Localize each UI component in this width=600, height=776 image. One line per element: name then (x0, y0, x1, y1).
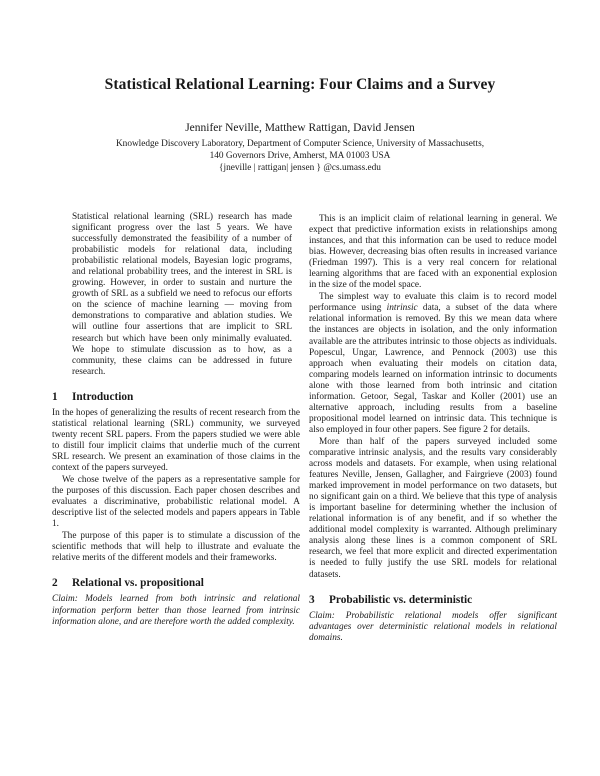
affiliation-line: Knowledge Discovery Laboratory, Department of Computer Science, University of Massachusetts, (115, 139, 485, 149)
intro-paragraph-1: In the hopes of generalizing the results of recent research from the statistical relational learning (SRL) community, we surveyed twenty recent SRL papers. From the papers studied we were able to distill four implicit claims that underlie much of the current SRL research. We present an examination of those claims in the context of the papers surveyed. (52, 407, 300, 473)
section-number: 1 (52, 390, 58, 403)
email-line: {jneville | rattigan| jensen } @cs.umass.edu (219, 163, 381, 174)
section-number: 2 (52, 577, 58, 590)
abstract-text: Statistical relational learning (SRL) research has made significant progress over the last 5 years. We have successfully demonstrated the feasibility of a number of probabilistic models for relational data, including probabilistic relational models, Bayesian logic programs, and relational probability trees, and the interest in SRL is growing. However, in order to sustain and nurture the growth of SRL as a subfield we need to refocus our efforts on the science of machine learning — moving from demonstrations to comparative and ablation studies. We will outline four assertions that are implicit to SRL research but which have been only minimally evaluated. We hope to stimulate discussion as to how, as a community, these claims can be addressed in future research. (72, 212, 292, 377)
section-heading-probabilistic (309, 595, 557, 606)
claim-relational: Claim: Models learned from both intrinsic and relational information perform better than those learned from intrinsic information alone, and are therefore worth the added complexity. (52, 594, 300, 627)
claim-probabilistic: Claim: Probabilistic relational models offer significant advantages over deterministic relational models in relational domains. (309, 610, 557, 643)
left-column (52, 212, 300, 628)
text-run: The simplest way to evaluate this claim is to record model performance using (309, 292, 557, 314)
affiliation-block (0, 138, 600, 175)
right-column (309, 214, 557, 644)
section-heading-relational (52, 578, 300, 589)
section-title: Relational vs. propositional (72, 577, 204, 590)
author-list: Jennifer Neville, Matthew Rattigan, David Jensen (185, 122, 415, 134)
intro-paragraph-2: We chose twelve of the papers as a representative sample for the purposes of this discussion. Each paper chosen describes and evaluates a discriminative, probabilistic relational model. A descriptive list of the selected models and papers appears in Table 1. (52, 475, 300, 530)
paper-title: Statistical Relational Learning: Four Claims and a Survey (104, 76, 496, 93)
relational-paragraph-2 (309, 292, 557, 436)
relational-paragraph-1: This is an implicit claim of relational learning in general. We expect that predictive information exists in relationships among instances, and that this information can be used to reduce model bias. However, decreasing bias often results in increased variance (Friedman 1997). This is a very real concern for relational learning algorithms that are faced with an exponential explosion in the size of the model space. (309, 214, 557, 291)
abstract (72, 212, 292, 378)
text-run: data, a subset of the data where relational information is removed. By this we mean data where the instances are objects in isolation, and the only information available are the attributes intrinsic to those objects as individuals. Popescul, Ungar, Lawrence, and Pennock (2003) use this approach when evaluating their models on citation data, comparing models learned on information intrinsic to documents alone with those learned from both intrinsic and citation information. Getoor, Segal, Taskar and Koller (2001) use an alternative approach, including results from a baseline propositional model learned on intrinsic data. This technique is also employed in four other papers. See figure 2 for details. (309, 303, 557, 435)
intro-paragraph-3: The purpose of this paper is to stimulate a discussion of the scientific methods that will help to illustrate and evaluate the relative merits of the different models and their frameworks. (52, 531, 300, 564)
section-title: Introduction (72, 390, 134, 403)
section-number: 3 (309, 593, 315, 606)
relational-paragraph-3: More than half of the papers surveyed included some comparative intrinsic analysis, and the results vary considerably across models and datasets. For example, when using relational features Neville, Jensen, Gallagher, and Fairgrieve (2003) found marked improvement in model performance on two datasets, but no significant gain on a third. We believe that this type of analysis is important baseline for determining whether the inclusion of relational information is of any benefit, and if so whether the additional model complexity is warranted. Although preliminary analysis along these lines is a common component of SRL research, we feel that more explicit and directed experimentation is needed to fully justify the use SRL models for relational datasets. (309, 436, 557, 580)
section-heading-introduction (52, 392, 300, 403)
emphasis-run: intrinsic (386, 303, 418, 314)
section-title: Probabilistic vs. deterministic (329, 593, 473, 606)
address-line: 140 Governors Drive, Amherst, MA 01003 USA (209, 151, 391, 162)
